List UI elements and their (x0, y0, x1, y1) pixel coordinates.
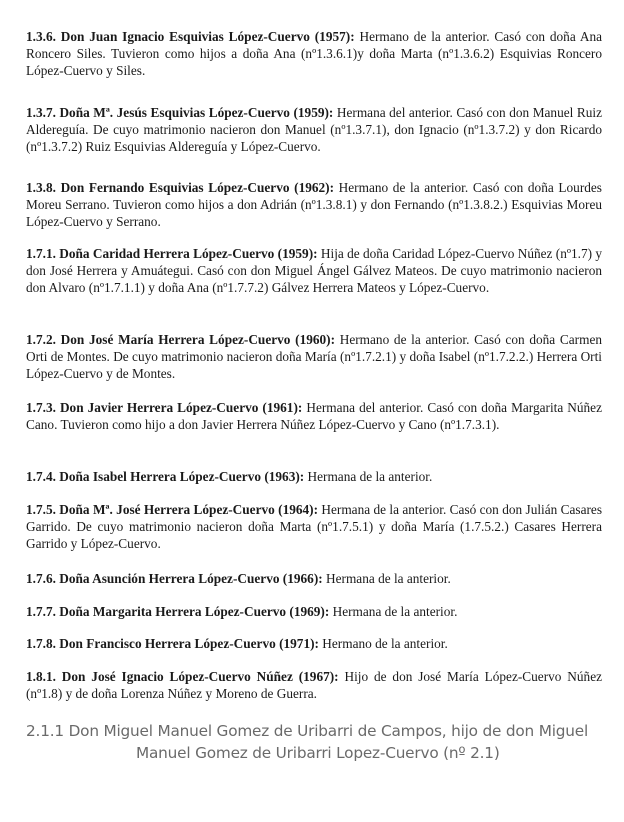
entry-heading: 1.7.5. Doña Mª. José Herrera López-Cuervo (1964): (26, 502, 319, 517)
section-heading-2-1-1 (22, 720, 602, 764)
entry-text: Hermana de la anterior. Casó con don Julián Casares Garrido. De cuyo matrimonio nacieron doña Marta (nº1.7.5.1) y doña María (1.7.5.2.) Casares Herrera Garrido y López-Cuervo. (26, 502, 602, 552)
entry-text: Hermano de la anterior. Casó con doña Lourdes Moreu Serrano. Tuvieron como hijos a don Adrián (nº1.3.8.1) y don Fernando (nº1.3.8.2.) Esquivias Moreu López-Cuervo y Serrano. (26, 180, 602, 230)
entry-text: Hijo de don José María López-Cuervo Núñez (nº1.8) y de doña Lorenza Núñez y Moreno de Guerra. (26, 669, 602, 702)
entry-1-7-1 (26, 245, 602, 297)
entry-1-7-2 (26, 331, 602, 383)
entry-text: Hija de doña Caridad López-Cuervo Núñez (nº1.7) y don José Herrera y Amuátegui. Casó con don Miguel Ángel Gálvez Mateos. De cuyo matrimonio nacieron don Alvaro (nº1.7.1.1) y doña Ana (nº1.7.7.2) Gálvez Herrera Mateos y López-Cuervo. (26, 246, 603, 296)
entry-text: Hermana del anterior. Casó con don Manuel Ruiz Aldereguía. De cuyo matrimonio nacieron don Manuel (nº1.3.7.1), don Ignacio (nº1.3.7.2) y don Ricardo (nº1.3.7.2) Ruiz Esquivias Aldereguía y López-Cuervo. (26, 105, 602, 155)
entry-1-7-7 (26, 603, 602, 620)
entry-heading: 1.8.1. Don José Ignacio López-Cuervo Núñez (1967): (26, 669, 339, 684)
entry-heading: 1.7.6. Doña Asunción Herrera López-Cuervo (1966): (26, 571, 323, 586)
entry-heading: 1.7.1. Doña Caridad Herrera López-Cuervo (1959): (26, 246, 318, 261)
entry-heading: 1.3.8. Don Fernando Esquivias López-Cuervo (1962): (26, 180, 335, 195)
section-heading-line-1: 2.1.1 Don Miguel Manuel Gomez de Uribarri de Campos, hijo de don Miguel (26, 722, 589, 740)
entry-heading: 1.7.4. Doña Isabel Herrera López-Cuervo (1963): (26, 469, 305, 484)
entry-text: Hermano de la anterior. (318, 636, 448, 651)
entry-heading: 1.7.2. Don José María Herrera López-Cuervo (1960): (26, 332, 336, 347)
entry-text: Hermano de la anterior. Casó con doña Carmen Orti de Montes. De cuyo matrimonio nacieron doña María (nº1.7.2.1) y doña Isabel (nº1.7.2.2.) Herrera Orti López-Cuervo y de Montes. (26, 332, 602, 382)
entry-1-7-5 (26, 501, 602, 553)
entry-heading: 1.7.7. Doña Margarita Herrera López-Cuervo (1969): (26, 604, 330, 619)
entry-heading: 1.7.8. Don Francisco Herrera López-Cuervo (1971): (26, 636, 319, 651)
section-heading-line-2: Manuel Gomez de Uribarri Lopez-Cuervo (nº 2.1) (136, 744, 500, 762)
entry-1-7-3 (26, 399, 602, 433)
entry-1-7-4 (26, 468, 602, 485)
entry-1-7-8 (26, 635, 602, 652)
entry-text: Hermana de la anterior. (329, 604, 458, 619)
entry-1-3-6 (26, 28, 602, 80)
entry-heading: 1.3.7. Doña Mª. Jesús Esquivias López-Cuervo (1959): (26, 105, 334, 120)
entry-text: Hermana de la anterior. (304, 469, 433, 484)
entry-1-3-7 (26, 104, 602, 156)
entry-1-8-1 (26, 668, 602, 702)
entry-1-3-8 (26, 179, 602, 231)
entry-heading: 1.3.6. Don Juan Ignacio Esquivias López-Cuervo (1957): (26, 29, 355, 44)
entry-1-7-6 (26, 570, 602, 587)
entry-text: Hermana del anterior. Casó con doña Margarita Núñez Cano. Tuvieron como hijo a don Javier Herrera Núñez López-Cuervo y Cano (nº1.7.3.1). (26, 400, 602, 433)
entry-heading: 1.7.3. Don Javier Herrera López-Cuervo (1961): (26, 400, 303, 415)
entry-text: Hermano de la anterior. Casó con doña Ana Roncero Siles. Tuvieron como hijos a doña Ana (nº1.3.6.1)y doña Marta (nº1.3.6.2) Esquivias Roncero López-Cuervo y Siles. (26, 29, 602, 79)
entry-text: Hermana de la anterior. (322, 571, 451, 586)
